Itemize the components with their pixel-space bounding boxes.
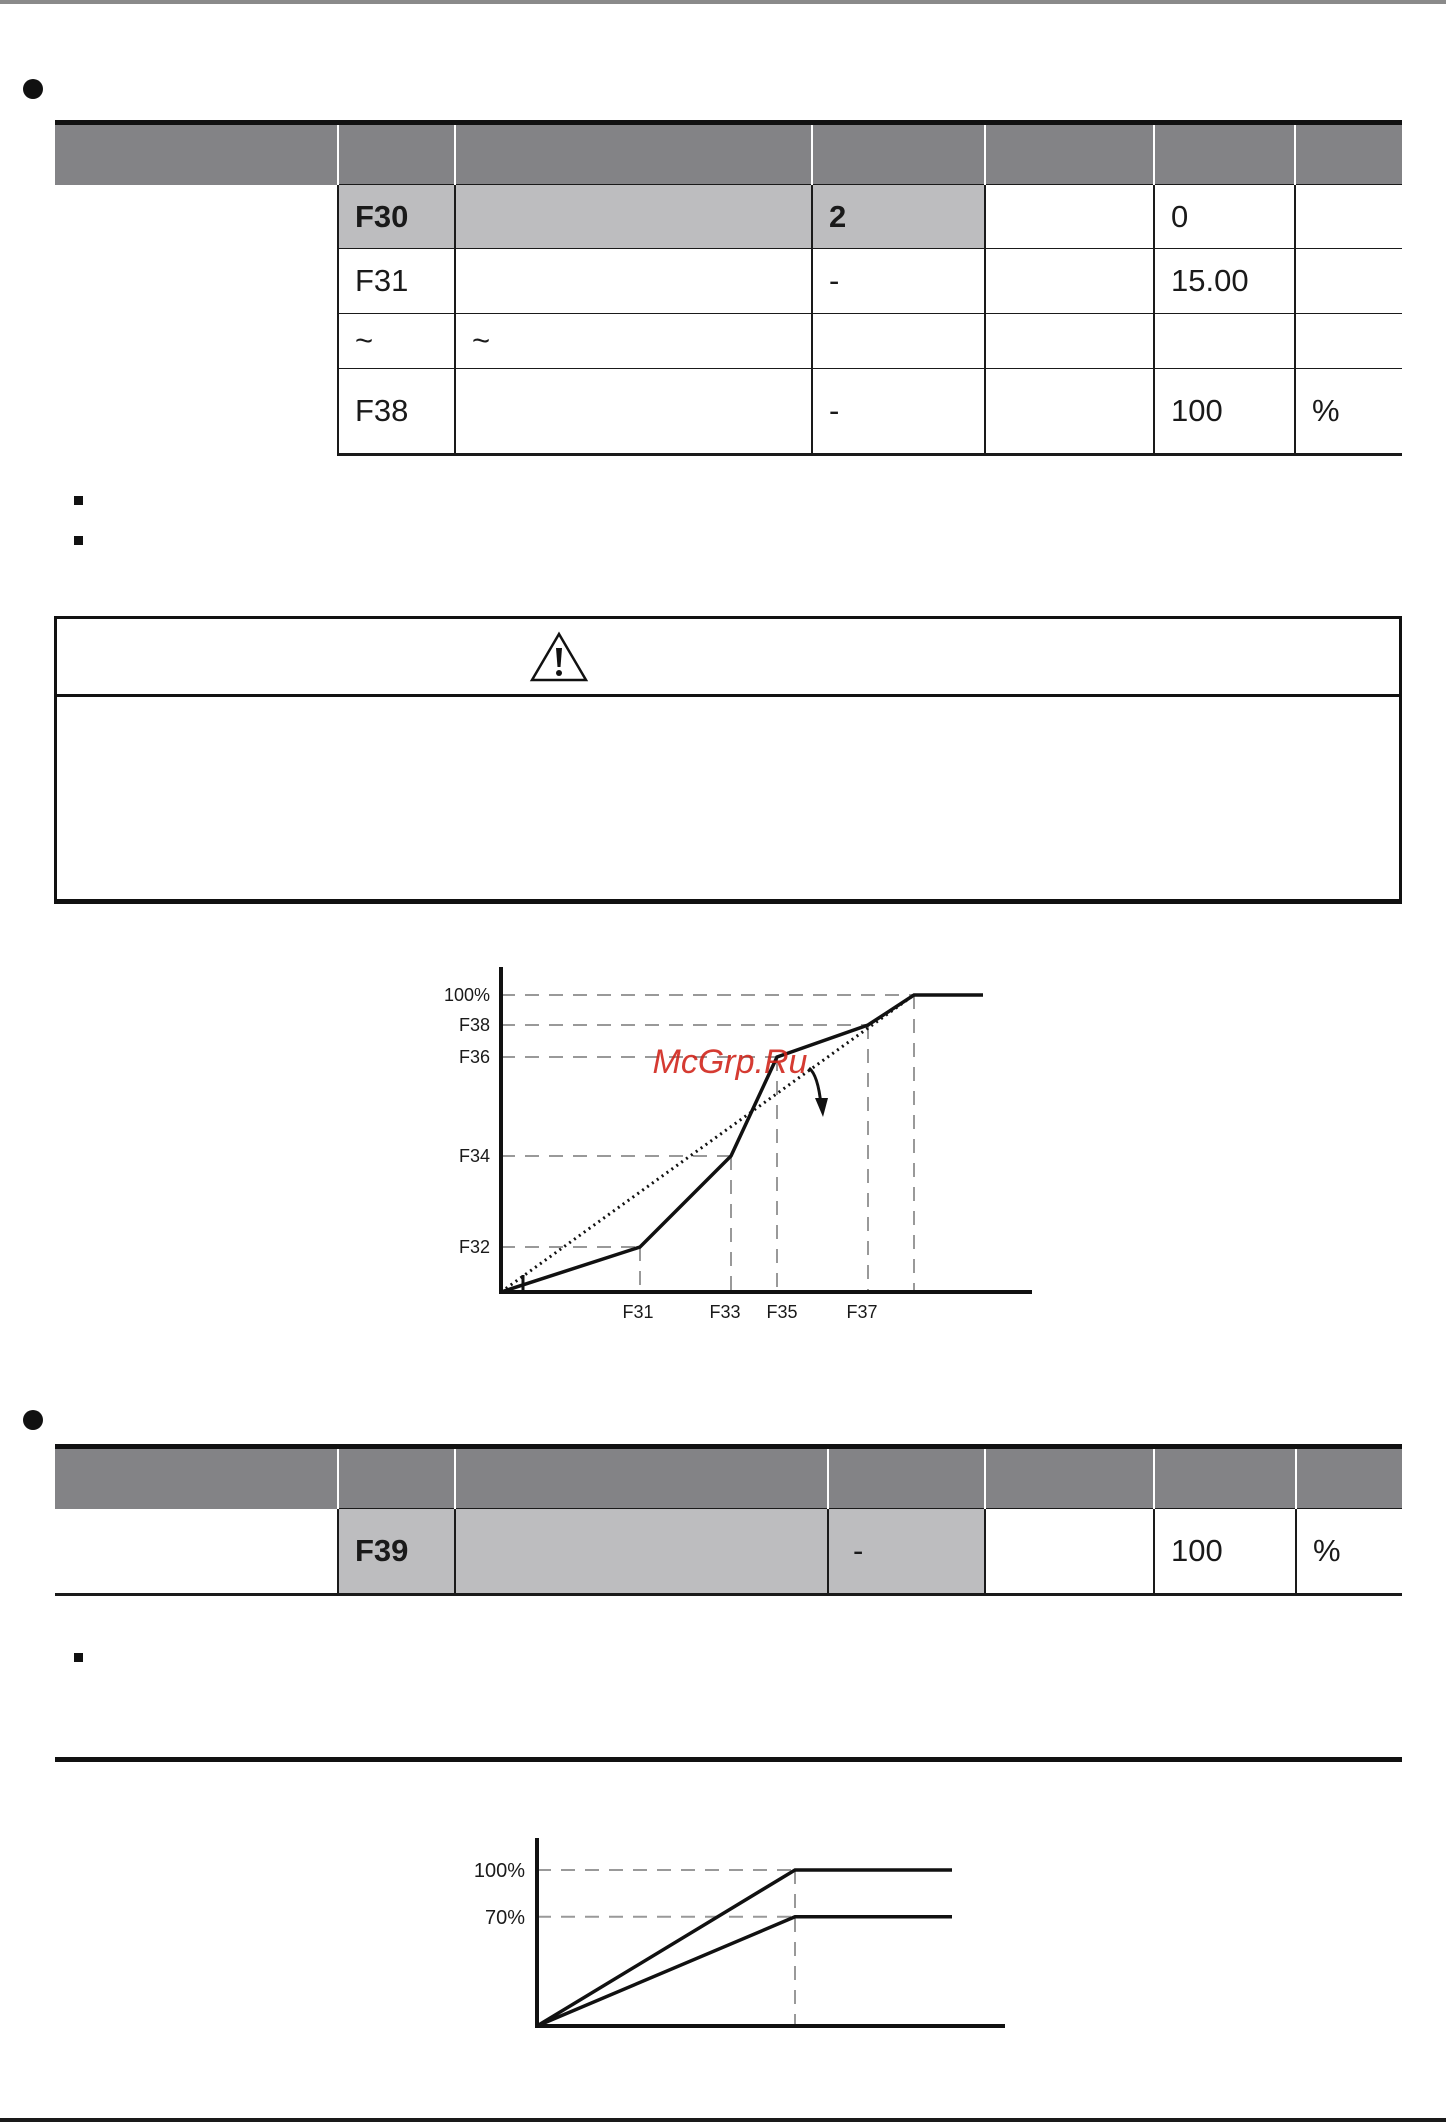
x-tick-label: F31 (622, 1302, 654, 1322)
section-bullet (23, 1410, 43, 1430)
unit-cell (1295, 314, 1402, 369)
unit-cell (1295, 249, 1402, 314)
header-cell (55, 1447, 338, 1509)
default-cell (1154, 314, 1295, 369)
setting-cell: - (812, 249, 985, 314)
list-bullet (74, 536, 83, 545)
header-cell (338, 123, 455, 185)
header-cell (1296, 1447, 1402, 1509)
y-tick-label: F32 (458, 1237, 490, 1257)
y-tick-label: 100% (443, 985, 490, 1005)
list-bullet (74, 496, 83, 505)
x-tick-label: F37 (846, 1302, 878, 1322)
code-cell: F39 (338, 1509, 455, 1595)
header-cell (338, 1447, 455, 1509)
y-tick-label: 70% (484, 1906, 525, 1929)
watermark-text: McGrp.Ru (652, 1043, 808, 1081)
header-cell (455, 1447, 828, 1509)
name-cell (455, 185, 812, 249)
setting-cell: - (812, 369, 985, 455)
default-cell: 15.00 (1154, 249, 1295, 314)
y-tick-label: F34 (458, 1146, 490, 1166)
name-cell (455, 249, 812, 314)
gain-series (537, 1870, 952, 2026)
parameter-table-1 (55, 120, 1402, 456)
x-tick-label: F33 (709, 1302, 741, 1322)
group-cell (55, 1509, 338, 1595)
header-cell (455, 123, 812, 185)
caution-header (57, 619, 1399, 697)
range-cell (985, 314, 1154, 369)
setting-cell: 2 (812, 185, 985, 249)
gain-chart (440, 1830, 1020, 2040)
bottom-rule (0, 2118, 1446, 2122)
header-cell (828, 1447, 985, 1509)
default-cell: 100 (1154, 369, 1295, 455)
header-cell (1154, 1447, 1296, 1509)
warning-icon (529, 631, 589, 683)
setting-cell: - (828, 1509, 985, 1595)
header-cell (985, 123, 1154, 185)
y-tick-label: 100% (473, 1860, 525, 1882)
y-tick-label: F36 (458, 1047, 490, 1067)
code-cell: F30 (338, 185, 455, 249)
header-cell (985, 1447, 1154, 1509)
annotation-arrowhead (815, 1098, 828, 1117)
unit-cell: % (1295, 369, 1402, 455)
parameter-table-2 (55, 1444, 1402, 1596)
unit-cell: % (1296, 1509, 1402, 1595)
code-cell: F38 (338, 369, 455, 455)
section-bullet (23, 79, 43, 99)
gain-series (537, 1917, 952, 2026)
caution-box (54, 616, 1402, 904)
x-tick-label: F35 (766, 1302, 798, 1322)
top-rule (0, 0, 1446, 4)
range-cell (985, 1509, 1154, 1595)
default-cell: 0 (1154, 185, 1295, 249)
name-cell (455, 369, 812, 455)
default-cell: 100 (1154, 1509, 1296, 1595)
unit-cell (1295, 185, 1402, 249)
header-cell (55, 123, 338, 185)
y-tick-label: F38 (458, 1015, 490, 1035)
code-cell: F31 (338, 249, 455, 314)
range-cell (985, 369, 1154, 455)
group-cell (55, 185, 338, 455)
header-cell (1295, 123, 1402, 185)
section-rule (55, 1757, 1402, 1762)
name-cell: ~ (455, 314, 812, 369)
range-cell (985, 249, 1154, 314)
code-cell: ~ (338, 314, 455, 369)
list-bullet (74, 1653, 83, 1662)
header-cell (1154, 123, 1295, 185)
curve-chart (420, 955, 1060, 1335)
name-cell (455, 1509, 828, 1595)
setting-cell (812, 314, 985, 369)
range-cell (985, 185, 1154, 249)
header-cell (812, 123, 985, 185)
